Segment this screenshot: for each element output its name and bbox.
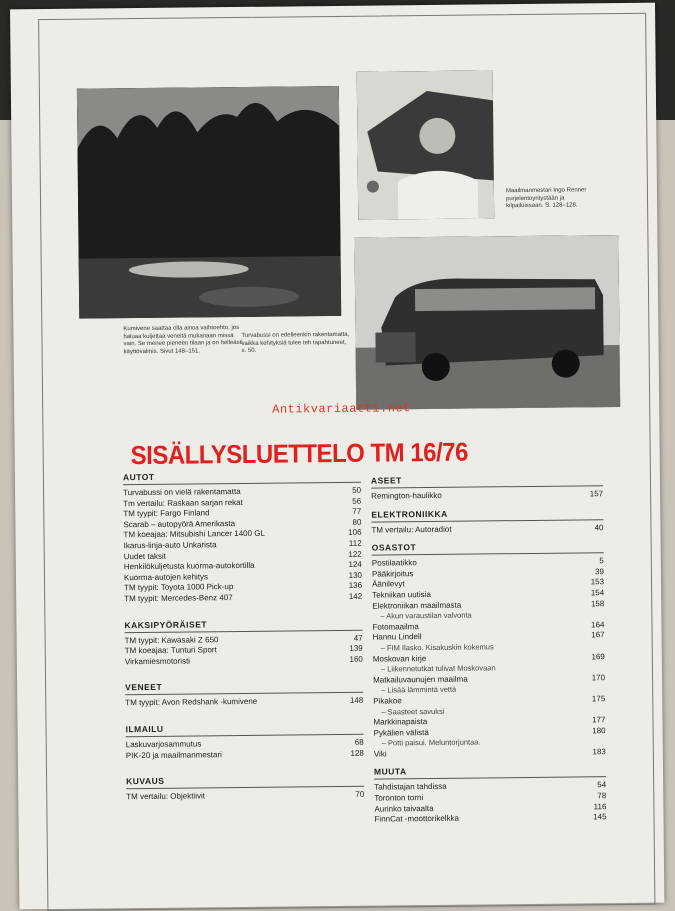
toc-subitem: – FIM Ilasko. Kisakuskin kokemus — [380, 642, 494, 653]
section-heading: VENEET — [125, 679, 363, 695]
toc-item-title: Scarab – autopyörä Amerikasta — [123, 518, 236, 529]
toc-item-title: TM vertailu: Autoradiot — [371, 524, 452, 535]
toc-page-number: 112 — [348, 538, 362, 548]
toc-item-title: Ikarus-linja-auto Unkarista — [123, 540, 217, 551]
toc-page-number: 80 — [352, 517, 362, 527]
toc-item-title: Aurinko taivaalta — [374, 803, 434, 814]
toc-item-title: Tm vertailu: Raskaan sarjan rekat — [123, 497, 243, 508]
toc-item-title: TM tyypit: Toyota 1000 Pick-up — [124, 582, 234, 593]
toc-page-number: 130 — [348, 570, 363, 580]
toc-item-title: Henkilökuljetusta kuorma-autokortilla — [123, 561, 255, 572]
toc-item-title: Laskuvarjosammutus — [125, 739, 202, 750]
toc-page-number: 160 — [349, 654, 363, 664]
toc-page-number: 116 — [593, 801, 607, 811]
toc-page-number: 106 — [348, 528, 362, 538]
toc-item-title: Markkinapaista — [373, 717, 428, 727]
toc-subitem: – Lisää lämmintä vettä — [381, 685, 457, 695]
caption-pilot: Maailmanmestari Ingo Renner purjelentoyritystään ja kilpailuissaan. S. 128–128. — [505, 187, 587, 210]
boat-photo — [77, 86, 341, 319]
toc-subitem: – Liikennetutkat tulivat Moskovaan — [380, 663, 496, 674]
toc-page-number: 128 — [350, 748, 364, 758]
section-heading: KUVAUS — [126, 773, 364, 789]
toc-item-title: Pikakoe — [373, 696, 402, 706]
toc-subitem: – Akun varaustilan valvonta — [380, 610, 472, 621]
toc-page-number: 54 — [597, 780, 607, 790]
toc-page-number: 142 — [348, 591, 363, 601]
toc-item-title: FinnCat -moottorikelkka — [374, 813, 460, 824]
toc-item-title: PIK-20 ja maailmanmestari — [125, 749, 222, 760]
section-heading: KAKSIPYÖRÄISET — [124, 616, 362, 632]
toc-item-title: Uudet taksit — [123, 551, 167, 561]
toc-page-number: 164 — [591, 619, 605, 630]
toc-item-title: TM tyypit: Avon Redshank -kumivene — [125, 697, 258, 708]
watermark: Antikvariaatti.net — [272, 401, 411, 417]
toc-right-column — [371, 472, 607, 835]
toc-page-number: 56 — [352, 496, 362, 506]
toc-page-number: 124 — [348, 559, 362, 570]
section-heading: MUUTA — [374, 764, 606, 780]
toc-page-number: 145 — [593, 812, 607, 822]
toc-page-number: 139 — [349, 643, 363, 653]
toc-item-title: TM koeajaa: Mitsubishi Lancer 1400 GL — [123, 529, 265, 540]
toc-page-number: 68 — [354, 737, 364, 747]
toc-page-number: 39 — [594, 566, 604, 577]
toc-item-title: Viki — [373, 749, 387, 759]
section-heading: ASEET — [371, 472, 603, 488]
toc-item-title: Fotomaailma — [372, 621, 419, 632]
toc-page-number: 70 — [355, 789, 365, 799]
toc-page-number: 40 — [594, 522, 604, 532]
toc-item-title: Turvabussi on vielä rakentamatta — [123, 486, 241, 498]
toc-page-number: 78 — [597, 791, 607, 801]
toc-item-title: TM tyypit: Kawasaki Z 650 — [124, 634, 219, 645]
toc-page-number: 170 — [591, 672, 606, 683]
toc-subitem: – Potti paisui. Meluntorjuntaa. — [381, 737, 481, 748]
toc-page-number: 148 — [349, 696, 364, 706]
toc-item-title: TM tyypit: Fargo Finland — [123, 508, 210, 519]
pilot-photo — [357, 70, 495, 219]
toc-item-title: Tahdistajan tahdissa — [374, 782, 447, 793]
toc-page-number: 136 — [348, 581, 363, 591]
toc-page-number: 154 — [590, 588, 605, 598]
toc-page-number: 50 — [352, 485, 362, 495]
toc-item-title: Pykälien välistä — [373, 727, 429, 738]
section-heading: OSASTOT — [372, 539, 604, 555]
toc-page-number: 77 — [352, 506, 362, 517]
toc-page-number: 122 — [348, 549, 362, 559]
section-heading: ELEKTRONIIKKA — [371, 506, 603, 522]
toc-page-number: 180 — [592, 725, 606, 736]
magazine-page — [10, 3, 664, 910]
toc-page-number: 167 — [591, 630, 605, 640]
toc-item-title: Hannu Lindell — [372, 632, 422, 642]
toc-item-title: TM vertailu: Objektiivit — [126, 791, 206, 802]
toc-left-column — [123, 469, 365, 813]
toc-item-title: Pääkirjoitus — [371, 568, 414, 579]
toc-page-number: 5 — [599, 556, 604, 566]
bus-photo — [354, 235, 620, 410]
toc-item-title: TM tyypit: Mercedes-Benz 407 — [124, 593, 233, 604]
toc-item-title: Remington-haulikko — [371, 490, 442, 501]
section-heading: AUTOT — [123, 469, 361, 485]
toc-page-number: 183 — [592, 747, 606, 757]
toc-page-number: 177 — [592, 715, 606, 725]
toc-page-number: 47 — [353, 633, 363, 643]
section-heading: ILMAILU — [125, 721, 363, 737]
toc-item-title: Virkamiesmotoristi — [124, 656, 191, 666]
toc-item-title: Matkailuvaunujen maailma — [373, 674, 468, 685]
toc-subitem: – Saasteet savuksi — [381, 706, 445, 717]
toc-item-title: Tekniikan uutisia — [372, 589, 431, 600]
toc-item-title: Moskovan kirje — [372, 653, 427, 664]
toc-item-title: TM koeajaa: Tunturi Sport — [124, 645, 217, 656]
caption-boat: Kumivene saattaa olla ainoa vaihtoehto, jos haluaa kuljettaa veneitä mukanaan missä vain. Se menee pieneen tilaan ja on helleästi käyttövalmis. Sivut 148–151. — [123, 324, 243, 355]
toc-page-number: 169 — [591, 651, 605, 661]
toc-item-title: Postilaatikko — [371, 558, 417, 568]
toc-page-number: 153 — [590, 577, 605, 587]
toc-item-title: Kuorma-autojen kehitys — [123, 572, 209, 582]
toc-item-title: Äänilevyt — [372, 579, 405, 589]
toc-page-number: 158 — [590, 598, 605, 608]
toc-page-number: 175 — [591, 694, 606, 704]
toc-item-title: Elektroniikan maailmasta — [372, 600, 462, 611]
page-title: SISÄLLYSLUETTELO TM 16/76 — [130, 436, 469, 471]
caption-bus: Turvabussi on edelleenkin rakentamatta, vaikka kehityksiä tulee teh tapahtuneet, s. 50. — [241, 331, 350, 355]
toc-item-title: Toronton torni — [374, 793, 424, 803]
toc-page-number: 157 — [589, 489, 604, 499]
